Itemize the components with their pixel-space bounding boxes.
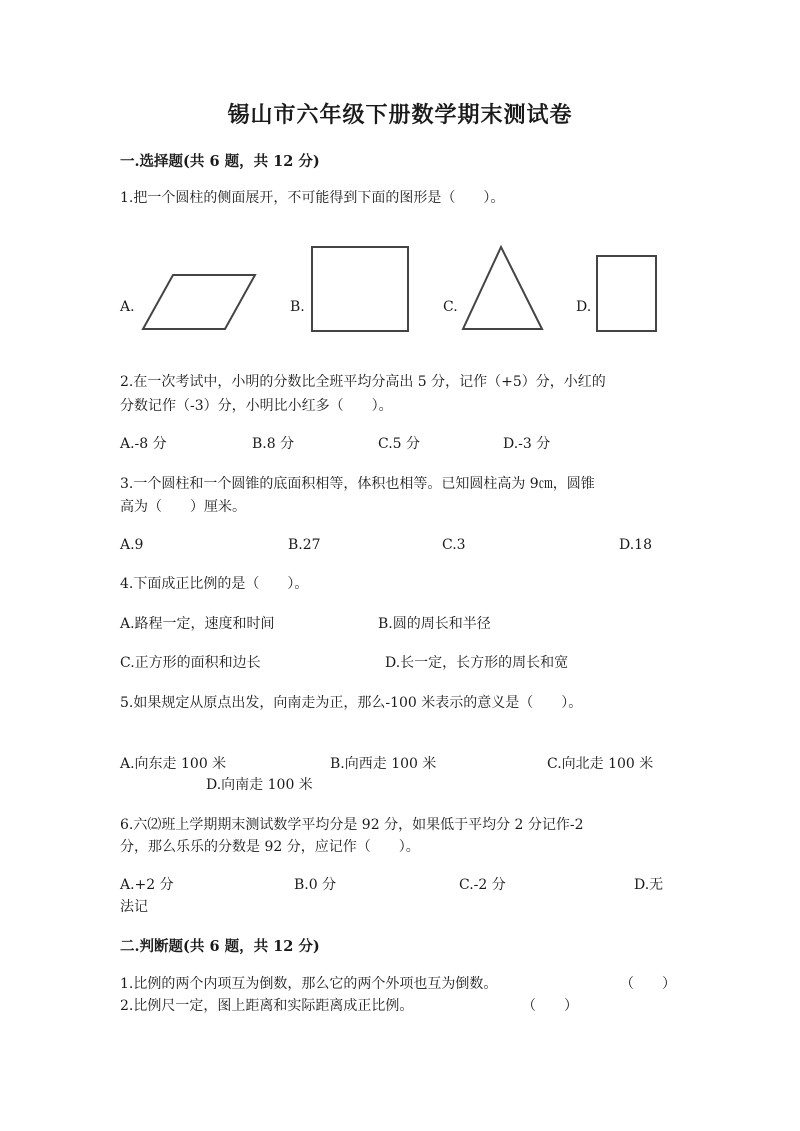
q6-option-b: B.0 分 <box>294 877 337 893</box>
q5-option-d: D.向南走 100 米 <box>206 777 313 793</box>
q1-option-c-label: C. <box>443 299 458 315</box>
q2-option-d: D.-3 分 <box>503 436 551 452</box>
question-6-stem-line1: 6.六⑵班上学期期末测试数学平均分是 92 分，如果低于平均分 2 分记作-2 <box>120 817 584 833</box>
judgement-1-blank: （ ） <box>620 976 676 992</box>
question-2-stem-line2: 分数记作（-3）分，小明比小红多（ ）。 <box>120 398 393 414</box>
q6-option-d-wrap: 法记 <box>120 899 148 915</box>
q1-option-b-label: B. <box>290 299 305 315</box>
section-heading-judgement: 二.判断题(共 6 题，共 12 分) <box>120 938 320 955</box>
question-1-stem: 1.把一个圆柱的侧面展开，不可能得到下面的图形是（ ）。 <box>120 190 505 206</box>
q6-option-c: C.-2 分 <box>459 877 506 893</box>
question-3-stem-line2: 高为（ ）厘米。 <box>120 499 246 515</box>
q2-option-a: A.-8 分 <box>120 436 167 452</box>
q6-option-a: A.+2 分 <box>120 877 174 893</box>
question-2-stem-line1: 2.在一次考试中，小明的分数比全班平均分高出 5 分，记作（+5）分，小红的 <box>120 374 606 390</box>
judgement-1-text: 1.比例的两个内项互为倒数，那么它的两个外项也互为倒数。 <box>120 976 498 992</box>
q2-option-c: C.5 分 <box>378 436 421 452</box>
q3-option-b: B.27 <box>288 537 321 553</box>
q4-option-a: A.路程一定，速度和时间 <box>120 616 275 632</box>
judgement-2-blank: （ ） <box>522 998 578 1014</box>
page-title: 锡山市六年级下册数学期末测试卷 <box>227 102 573 128</box>
question-4-stem: 4.下面成正比例的是（ ）。 <box>120 576 309 592</box>
q5-option-a: A.向东走 100 米 <box>120 756 227 772</box>
q4-option-b: B.圆的周长和半径 <box>378 616 491 632</box>
q2-option-b: B.8 分 <box>252 436 295 452</box>
rectangle-figure <box>595 254 659 334</box>
q3-option-c: C.3 <box>442 537 466 553</box>
q3-option-d: D.18 <box>619 537 652 553</box>
q5-option-b: B.向西走 100 米 <box>330 756 437 772</box>
q5-option-c: C.向北走 100 米 <box>547 756 654 772</box>
parallelogram-figure <box>140 270 260 334</box>
triangle-figure <box>460 243 546 335</box>
section-heading-choice: 一.选择题(共 6 题，共 12 分) <box>120 153 320 170</box>
square-figure <box>310 245 412 335</box>
q1-option-d-label: D. <box>576 299 592 315</box>
q1-option-a-label: A. <box>120 299 135 315</box>
q4-option-c: C.正方形的面积和边长 <box>120 655 261 671</box>
question-6-stem-line2: 分，那么乐乐的分数是 92 分，应记作（ ）。 <box>120 839 420 855</box>
judgement-2-text: 2.比例尺一定，图上距离和实际距离成正比例。 <box>120 998 414 1014</box>
q6-option-d: D.无 <box>634 877 664 893</box>
question-3-stem-line1: 3.一个圆柱和一个圆锥的底面积相等，体积也相等。已知圆柱高为 9㎝，圆锥 <box>120 476 595 492</box>
q3-option-a: A.9 <box>120 537 144 553</box>
q4-option-d: D.长一定，长方形的周长和宽 <box>385 655 569 671</box>
question-5-stem: 5.如果规定从原点出发，向南走为正，那么-100 米表示的意义是（ ）。 <box>120 695 583 711</box>
